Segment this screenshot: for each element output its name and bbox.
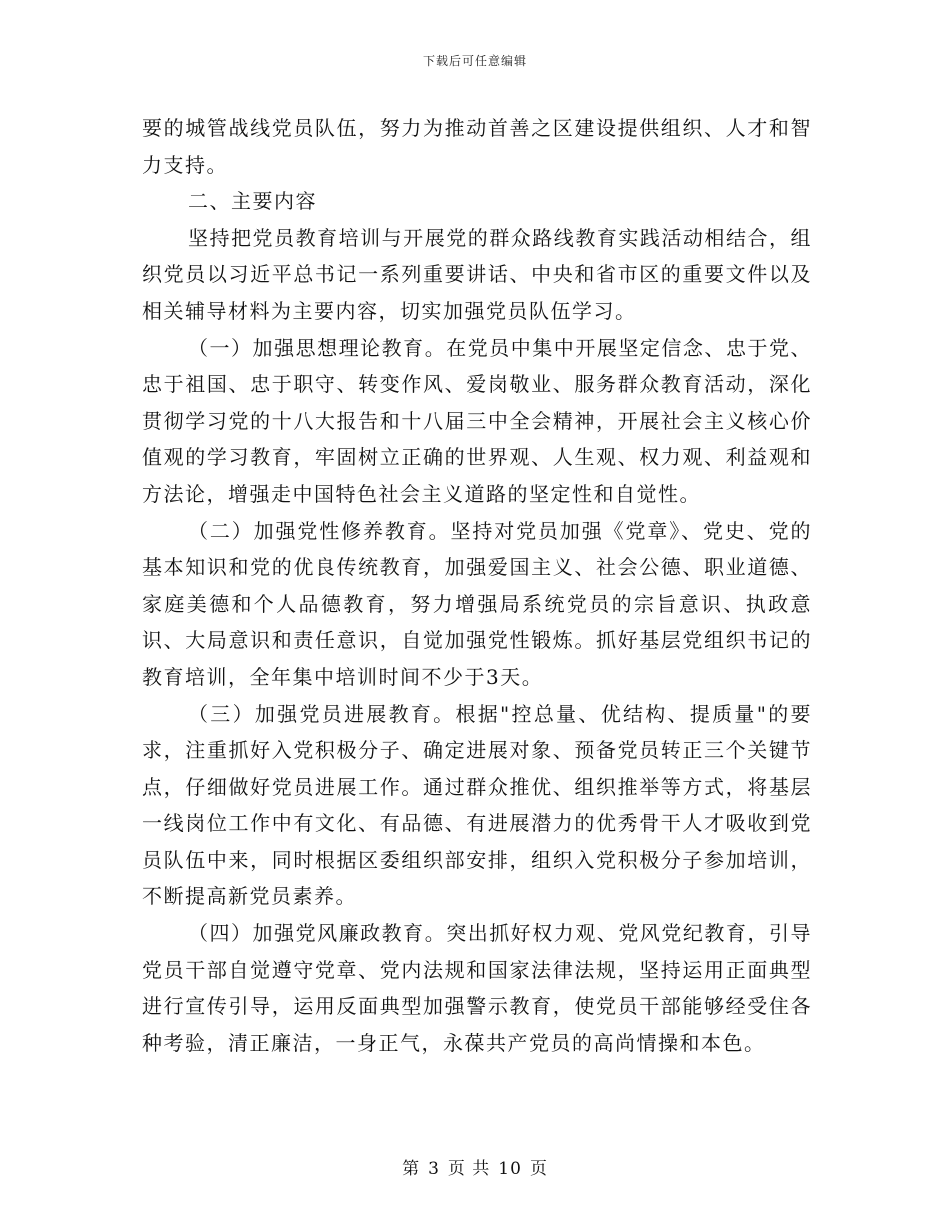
- section-heading: 二、主要内容: [188, 189, 317, 214]
- footer-suffix: 页: [529, 1159, 548, 1179]
- page-footer: [0, 1154, 950, 1179]
- footer-middle: 页 共: [447, 1159, 491, 1179]
- paragraph-item-2: （二）加强党性修养教育。坚持对党员加强《党章》、党史、党的基本知识和党的优良传统教育，加强爱国主义、社会公德、职业道德、家庭美德和个人品德教育，努力增强局系统党员的宗旨意识、执政意识、大局意识和责任意识，自觉加强党性锻炼。抓好基层党组织书记的教育培训，全年集中培训时间不少于3天。: [142, 518, 812, 689]
- paragraph-item-3: （三）加强党员进展教育。根据"控总量、优结构、提质量"的要求，注重抓好入党积极分子、确定进展对象、预备党员转正三个关键节点，仔细做好党员进展工作。通过群众推优、组织推举等方式，将基层一线岗位工作中有文化、有品德、有进展潜力的优秀骨干人才吸收到党员队伍中来，同时根据区委组织部安排，组织入党积极分子参加培训，不断提高新党员素养。: [142, 701, 812, 909]
- paragraph-item-4: （四）加强党风廉政教育。突出抓好权力观、党风党纪教育，引导党员干部自觉遵守党章、党内法规和国家法律法规，坚持运用正面典型进行宣传引导，运用反面典型加强警示教育，使党员干部能够经受住各种考验，清正廉洁，一身正气，永葆共产党员的高尚情操和本色。: [142, 921, 812, 1055]
- paragraph-continuation: 要的城管战线党员队伍，努力为推动首善之区建设提供组织、人才和智力支持。: [142, 116, 812, 177]
- page-header: 下载后可任意编辑: [422, 54, 527, 68]
- document-body: [142, 110, 812, 1061]
- total-page-count: 10: [498, 1159, 522, 1179]
- current-page-number: 3: [428, 1159, 440, 1179]
- footer-prefix: 第: [402, 1159, 421, 1179]
- paragraph-item-1: （一）加强思想理论教育。在党员中集中开展坚定信念、忠于党、忠于祖国、忠于职守、转变作风、爱岗敬业、服务群众教育活动，深化贯彻学习党的十八大报告和十八届三中全会精神，开展社会主义核心价值观的学习教育，牢固树立正确的世界观、人生观、权力观、利益观和方法论，增强走中国特色社会主义道路的坚定性和自觉性。: [142, 335, 812, 506]
- paragraph-intro: 坚持把党员教育培训与开展党的群众路线教育实践活动相结合，组织党员以习近平总书记一系列重要讲话、中央和省市区的重要文件以及相关辅导材料为主要内容，切实加强党员队伍学习。: [142, 225, 812, 323]
